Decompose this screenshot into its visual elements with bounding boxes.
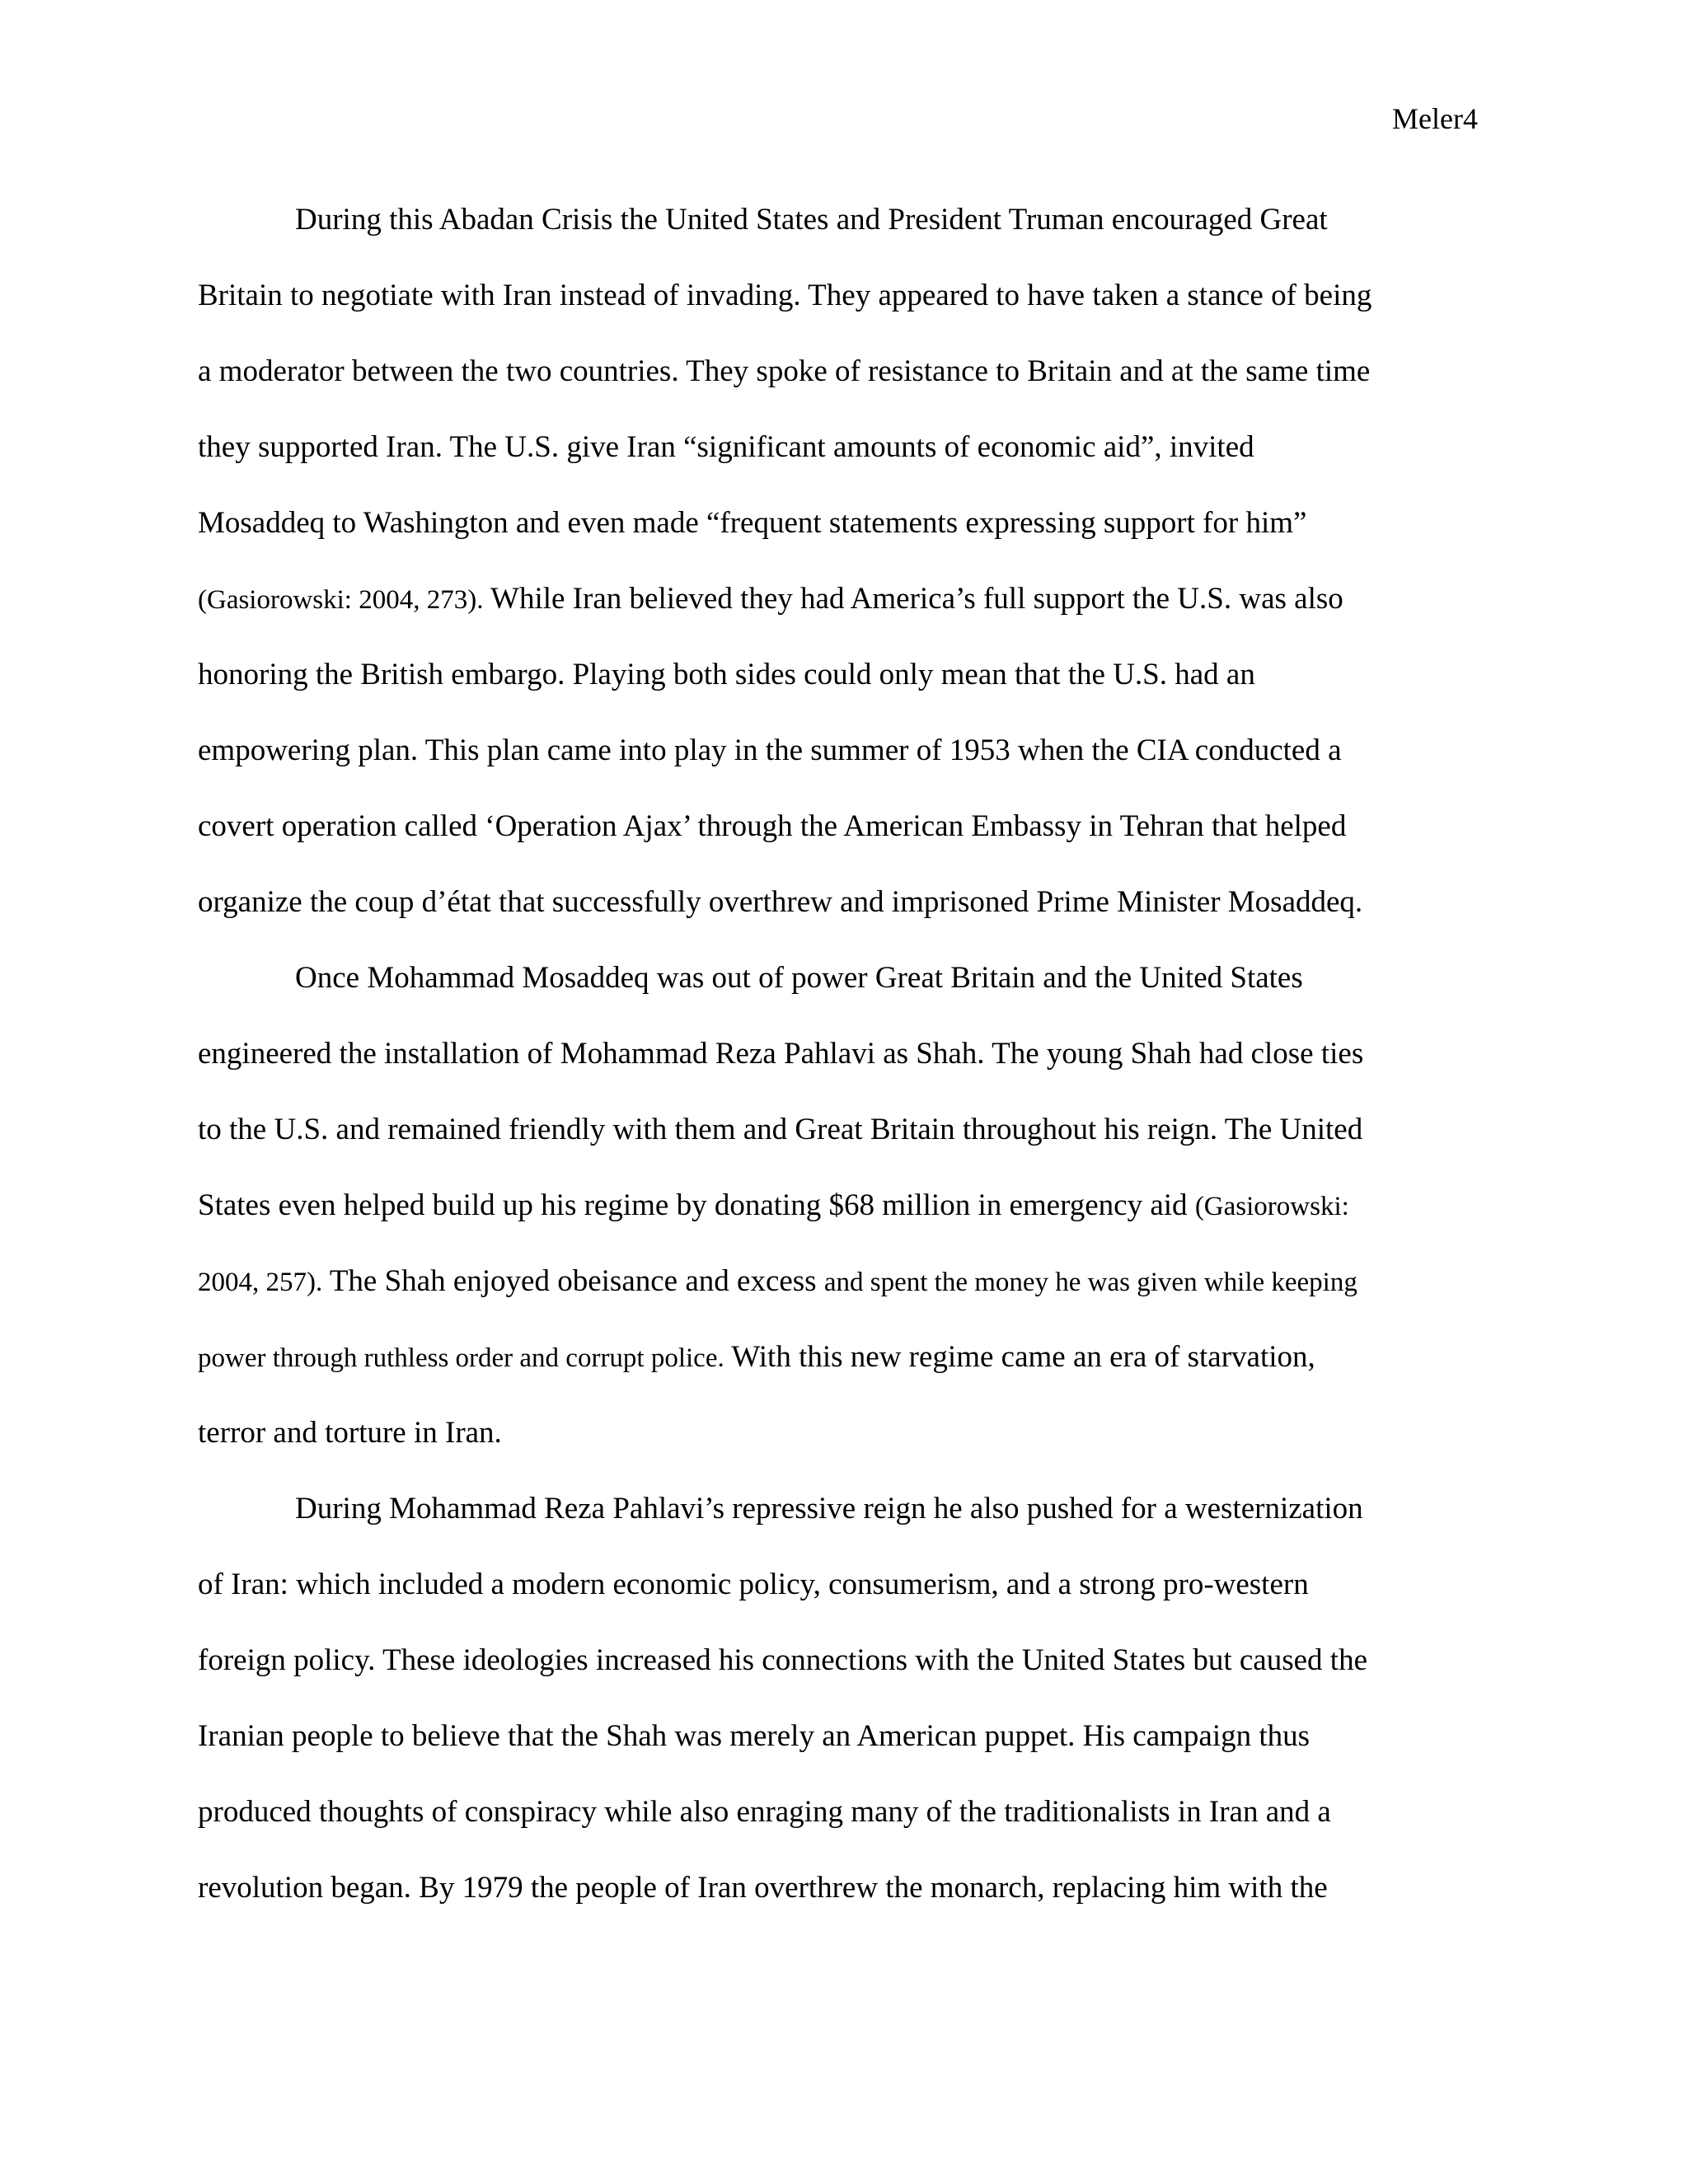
paragraph-2 (198, 956, 1484, 1487)
text-line: produced thoughts of conspiracy while also enraging many of the traditionalists in Iran and a (198, 1795, 1331, 1829)
text-line: terror and torture in Iran. (198, 1416, 502, 1450)
text-line: Iranian people to believe that the Shah was merely an American puppet. His campaign thus (198, 1719, 1311, 1753)
text-span-small: and spent the money he was given while keeping (823, 1268, 1357, 1297)
text-line: Britain to negotiate with Iran instead of invading. They appeared to have taken a stance of being (198, 279, 1372, 312)
text-line: foreign policy. These ideologies increased his connections with the United States but caused the (198, 1643, 1367, 1677)
text-line: organize the coup d’état that successfully overthrew and imprisoned Prime Minister Mosaddeq. (198, 885, 1363, 919)
text-line: During this Abadan Crisis the United States and President Truman encouraged Great (295, 203, 1328, 237)
text-span: While Iran believed they had America’s full support the U.S. was also (483, 582, 1343, 616)
text-span: States even helped build up his regime by donating $68 million in emergency aid (198, 1188, 1195, 1222)
text-line (198, 1183, 1484, 1259)
text-line: engineered the installation of Mohammad Reza Pahlavi as Shah. The young Shah had close ties (198, 1037, 1364, 1071)
paragraph-3 (198, 1487, 1484, 1942)
text-line: revolution began. By 1979 the people of Iran overthrew the monarch, replacing him with the (198, 1871, 1328, 1905)
text-line (198, 577, 1484, 653)
text-span: With this new regime came an era of starvation, (724, 1340, 1315, 1374)
citation: (Gasiorowski: (1194, 1192, 1349, 1221)
paragraph-1 (198, 198, 1484, 956)
text-line: Once Mohammad Mosaddeq was out of power Great Britain and the United States (295, 961, 1303, 995)
text-line: covert operation called ‘Operation Ajax’ through the American Embassy in Tehran that helped (198, 809, 1347, 843)
text-line: Mosaddeq to Washington and even made “frequent statements expressing support for him” (198, 506, 1307, 540)
citation: (Gasiorowski: 2004, 273). (198, 585, 484, 615)
text-line: they supported Iran. The U.S. give Iran “significant amounts of economic aid”, invited (198, 430, 1254, 464)
text-line (198, 1259, 1484, 1335)
text-line: of Iran: which included a modern economic policy, consumerism, and a strong pro-western (198, 1568, 1309, 1601)
text-line: empowering plan. This plan came into play in the summer of 1953 when the CIA conducted a (198, 733, 1342, 767)
page-header: Meler4 (1392, 102, 1478, 135)
text-span: The Shah enjoyed obeisance and excess (322, 1264, 824, 1298)
body-text (198, 198, 1484, 1942)
text-line: honoring the British embargo. Playing both sides could only mean that the U.S. had an (198, 658, 1255, 691)
text-line: During Mohammad Reza Pahlavi’s repressive reign he also pushed for a westernization (295, 1492, 1363, 1526)
text-span-small: power through ruthless order and corrupt police. (198, 1343, 724, 1373)
text-line: to the U.S. and remained friendly with them and Great Britain throughout his reign. The United (198, 1113, 1363, 1146)
citation: 2004, 257). (198, 1268, 323, 1297)
text-line: a moderator between the two countries. They spoke of resistance to Britain and at the same time (198, 354, 1371, 388)
text-line (198, 1335, 1484, 1411)
